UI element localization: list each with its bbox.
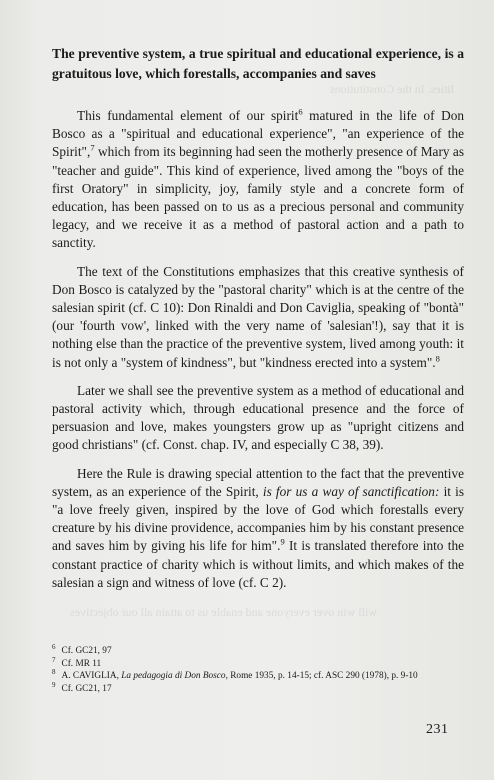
- bleed-through-text: will win over everyone and enable us to attain all our objectives: [70, 605, 377, 619]
- paragraph-2: The text of the Constitutions emphasizes that this creative synthesis of Don Bosco is catalyzed by the "pastoral charity" which is at the centre of the salesian spirit (cf. C 10): Don Rinaldi and Don Caviglia, speaking of "bontà" (our 'fourth vow', linked with the very name of 'salesian'!), say that it is nothing else than the practice of the preventive system, lived among youth: it is not only a "system of kindness", but "kindness erected into a system".$^8$: [52, 263, 464, 370]
- section-heading: The preventive system, a true spiritual and educational experience, is a gratuitous love, which forestalls, accompanies and saves: [52, 46, 464, 81]
- footnote-7: $^7$ Cf. MR 11: [52, 655, 102, 669]
- paragraph-4: Here the Rule is drawing special attention to the fact that the preventive system, as an experience of the Spirit, is for us a way of sanctification: it is "a love freely given, inspired by the love of God which forestalls every creature by his divine providence, accompanies him by his constant presence and saves him by giving his life for him".$^9$ It is translated therefore into the constant practice of charity which is without limits, and which makes of the salesian a sign and witness of love (cf. C 2).: [52, 465, 464, 590]
- footnote-ref-6[interactable]: 6: [298, 106, 303, 117]
- page-number: 231: [426, 722, 449, 737]
- footnote-6: $^6$ Cf. GC21, 97: [52, 642, 112, 656]
- footnote-ref-7[interactable]: 7: [90, 142, 95, 153]
- footnotes: [52, 642, 464, 695]
- emphasis-text: is for us a way of sanctification:: [262, 483, 440, 499]
- footnote-ref-9[interactable]: 9: [280, 537, 285, 548]
- main-text: [52, 44, 464, 602]
- paragraph-3: Later we shall see the preventive system as a method of educational and pastoral activity which, through educational presence and the force of persuasion and love, makes youngsters grow up as "upright citizens and good christians" (cf. Const. chap. IV, and especially C 38, 39).: [52, 382, 464, 453]
- footnote-ref-8[interactable]: 8: [435, 353, 440, 364]
- paragraph-1: This fundamental element of our spirit$^6$ matured in the life of Don Bosco as a "spiritual and educational experience", "an experience of the Spirit",$^7$ which from its beginning had seen the motherly presence of Mary as "teacher and guide". This kind of experience, lived among the "boys of the first Oratory" in simplicity, joy, family style and a concrete form of education, has been passed on to us as a precious personal and community legacy, and we receive it as a method of pastoral action and a path to sanctity.: [52, 106, 464, 251]
- bleed-through-text: lities. In the Constitutions: [330, 82, 455, 96]
- footnote-9: $^9$ Cf. GC21, 17: [52, 680, 112, 694]
- footnote-8: $^8$ A. CAVIGLIA, La pedagogia di Don Bosco, Rome 1935, p. 14-15; cf. ASC 290 (1978), p. 9-10: [52, 668, 418, 682]
